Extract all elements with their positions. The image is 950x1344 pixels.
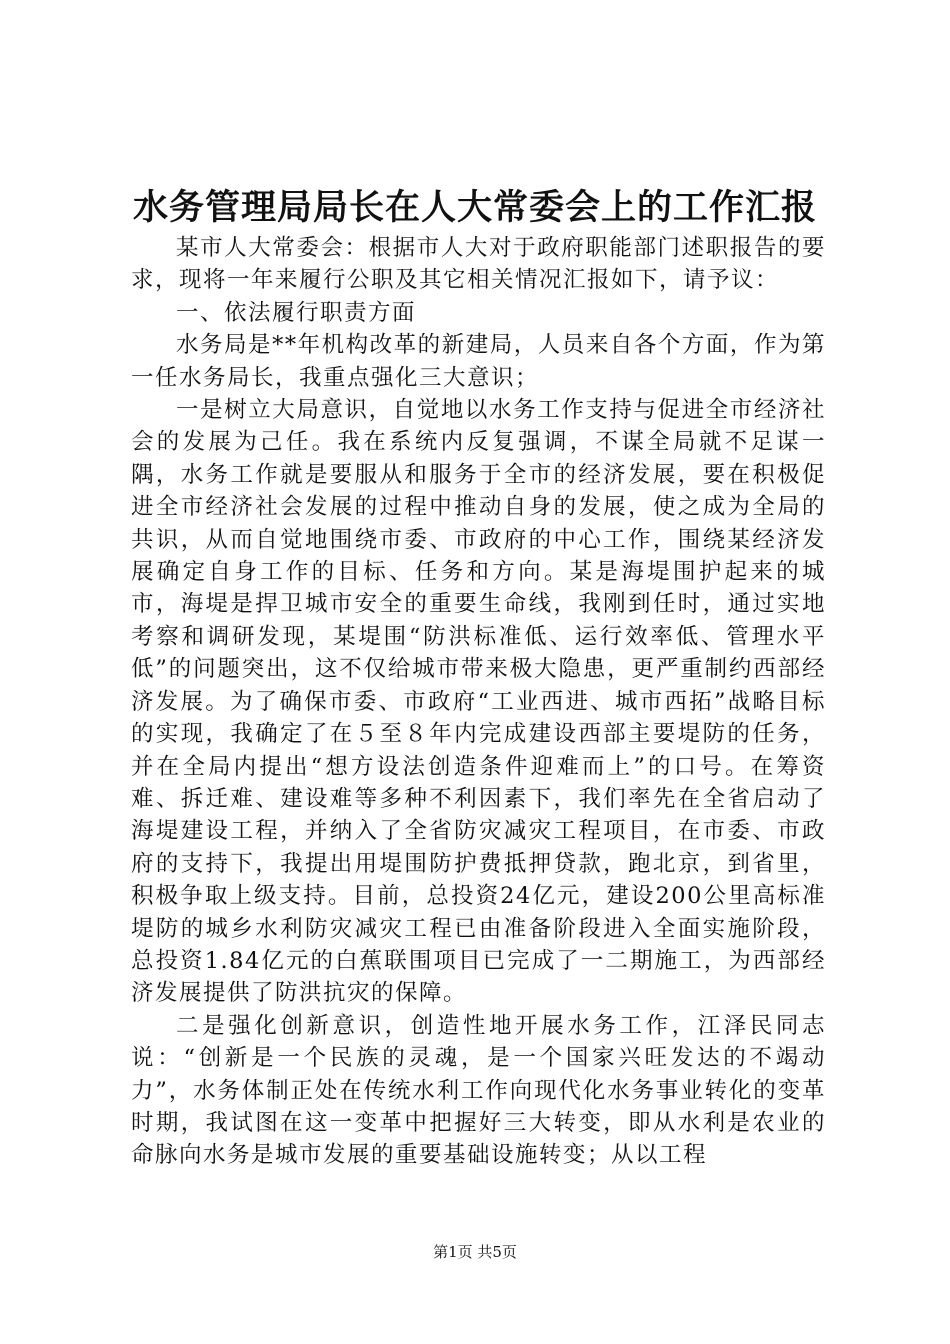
- section-heading: 一、依法履行职责方面: [176, 299, 417, 326]
- paragraph-intro: 水务局是**年机构改革的新建局，人员来自各个方面，作为第一任水务局长，我重点强化三大意识；: [131, 332, 826, 391]
- paragraph-salutation: 某市人大常委会：根据市人大对于政府职能部门述职报告的要求，现将一年来履行公职及其它相关情况汇报如下，请予议：: [131, 235, 826, 294]
- paragraph-point-two: 二是强化创新意识，创造性地开展水务工作，江泽民同志说：“创新是一个民族的灵魂，是一个国家兴旺发达的不竭动力”，水务体制正处在传统水利工作向现代化水务事业转化的变革时期，我试图在这一变革中把握好三大转变，即从水利是农业的命脉向水务是城市发展的重要基础设施转变；从以工程: [131, 1012, 826, 1169]
- document-body: [131, 232, 826, 1172]
- page-footer: 第1页 共5页: [433, 1243, 517, 1261]
- paragraph-point-one: 一是树立大局意识，自觉地以水务工作支持与促进全市经济社会的发展为己任。我在系统内反复强调，不谋全局就不足谋一隅，水务工作就是要服从和服务于全市的经济发展，要在积极促进全市经济社会发展的过程中推动自身的发展，使之成为全局的共识，从而自觉地围绕市委、市政府的中心工作，围绕某经济发展确定自身工作的目标、任务和方向。某是海堤围护起来的城市，海堤是捍卫城市安全的重要生命线，我刚到任时，通过实地考察和调研发现，某堤围“防洪标准低、运行效率低、管理水平低”的问题突出，这不仅给城市带来极大隐患，更严重制约西部经济发展。为了确保市委、市政府“工业西进、城市西拓”战略目标的实现，我确定了在５至８年内完成建设西部主要堤防的任务，并在全局内提出“想方设法创造条件迎难而上”的口号。在筹资难、拆迁难、建设难等多种不利因素下，我们率先在全省启动了海堤建设工程，并纳入了全省防灾减灾工程项目，在市委、市政府的支持下，我提出用堤围防护费抵押贷款，跑北京，到省里，积极争取上级支持。目前，总投资24亿元，建设200公里高标准堤防的城乡水利防灾减灾工程已由准备阶段进入全面实施阶段，总投资1.84亿元的白蕉联围项目已完成了一二期施工，为西部经济发展提供了防洪抗灾的保障。: [131, 397, 826, 1007]
- document-title: 水务管理局局长在人大常委会上的工作汇报: [132, 187, 817, 228]
